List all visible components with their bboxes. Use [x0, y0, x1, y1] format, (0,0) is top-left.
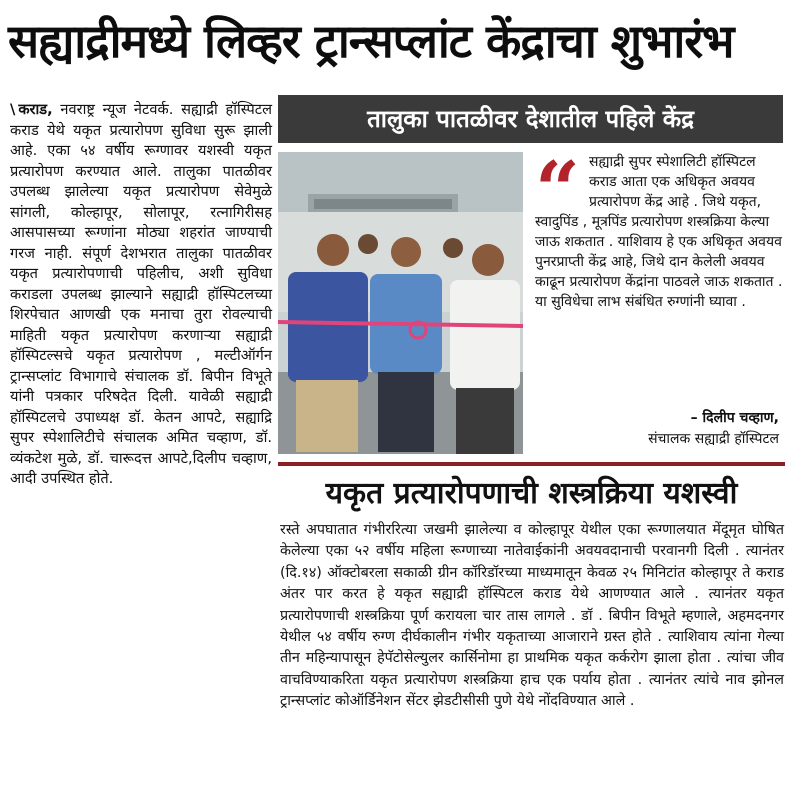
quote-mark-icon: “: [535, 145, 580, 236]
dateline-marker-icon: \: [10, 101, 16, 118]
left-column-body: [10, 100, 272, 775]
quote-author-title: संचालक सह्याद्री हॉस्पिटल: [648, 431, 779, 447]
dateline-source: नवराष्ट्र न्यूज नेटवर्क.: [60, 101, 174, 118]
section-divider: [278, 462, 785, 466]
quote-signature: [648, 408, 779, 450]
quote-box: [535, 145, 785, 454]
left-body-text: सह्याद्री हॉस्पिटल कराड येथे यकृत प्रत्यारोपण सुविधा सुरू झाली आहे. एका ५४ वर्षीय रूग्णावर यशस्वी यकृत प्रत्यारोपण करण्यात आले. तालुका पातळीवर उपलब्ध झालेल्या यकृत प्रत्यारोपण सेवेमुळे सांगली, कोल्हापूर, सोलापूर, रत्नागिरीसह आसपासच्या रूग्णांना मोठ्या शहरांत जाण्याची गरज नाही. संपूर्ण देशभरात तालुका पातळीवर यकृत प्रत्यारोपणाची पहिलीच, अशी सुविधा कराडला उपलब्ध झाल्याने सह्याद्री हॉस्पिटलच्या शिरपेचात आणखी एक मनाचा तुरा रोवल्याची माहिती यकृत प्रत्यारोपण करणाऱ्या सह्याद्री हॉस्पिटल्सचे यकृत प्रत्यारोपण , मल्टीऑर्गन ट्रान्सप्लांट विभागाचे संचालक डॉ. बिपीन विभूते यांनी पत्रकार परिषदेत दिली. यावेळी सह्याद्री हॉस्पिटलचे उपाध्यक्ष डॉ. केतन आपटे, सह्याद्रि सुपर स्पेशालिटीचे संचालक अमित चव्हाण, डॉ. व्यंकटेश मुळे, डॉ. चारूदत्त आपटे,दिलीप चव्हाण, आदी उपस्थित होते.: [10, 101, 273, 487]
quote-text: सह्याद्री सुपर स्पेशालिटी हॉस्पिटल कराड आता एक अधिकृत अवयव प्रत्यारोपण केंद्र आहे . जिथे यकृत, स्वादुपिंड , मूत्रपिंड प्रत्यारोपण शस्त्रक्रिया केल्या जाऊ शकतात . याशिवाय हे एक अधिकृत अवयव पुनरप्राप्ती केंद्र आहे, जिथे दान केलेली अवयव काढून प्रत्यारोपण केंद्रांना पाठवले जाऊ शकतात . या सुविधेचा लाभ संबंधित रुग्णांनी घ्यावा .: [535, 154, 783, 310]
highlight-banner: तालुका पातळीवर देशातील पहिले केंद्र: [278, 95, 783, 143]
ribbon-cutting-photo: [278, 152, 523, 454]
section-subheading: यकृत प्रत्यारोपणाची शस्त्रक्रिया यशस्वी: [325, 476, 738, 511]
quote-author-name: – दिलीप चव्हाण,: [690, 410, 779, 426]
bottom-body-text: रस्ते अपघातात गंभीररित्या जखमी झालेल्या व कोल्हापूर येथील एका रूग्णालयात मेंदूमृत घोषित केलेल्या एका ५२ वर्षीय महिला रूग्णाच्या नातेवाईकांनी अवयवदानाची परवानगी दिली . त्यानंतर (दि.१४) ऑक्टोबरला सकाळी ग्रीन कॉरिडॉरच्या माध्यमातून केवळ २५ मिनिटांत कोल्हापूर ते कराड अंतर पार करत हे यकृत सह्याद्री हॉस्पिटल कराड येथे आणण्यात आले . त्यानंतर यकृत प्रत्यारोपणाची शस्त्रक्रिया पूर्ण करायला चार तास लागले . डॉ . बिपीन विभूते म्हणाले, अहमदनगर येथील ५४ वर्षीय रुग्ण दीर्घकालीन गंभीर यकृताच्या आजाराने ग्रस्त होते . त्याशिवाय त्यांना गेल्या तीन महिन्यापासून हेपॅटोसेल्युलर कार्सिनोमा हा प्राथमिक यकृत कर्करोग झाला होता . त्यांचा जीव वाचविण्याकरिता यकृत प्रत्यारोपण शस्त्रक्रिया हाच एक पर्याय होता . त्यानंतर त्यांचे नाव झोनल ट्रान्सप्लांट कोऑर्डिनेशन सेंटर झेडटीसीसी पुणे येथे नोंदविण्यात आले .: [280, 522, 784, 710]
ribbon-cutting-illustration: [278, 152, 523, 454]
page-headline: सह्याद्रीमध्ये लिव्हर ट्रान्सप्लांट केंद्राचा शुभारंभ: [8, 14, 734, 68]
dateline-place: कराड,: [18, 101, 53, 118]
